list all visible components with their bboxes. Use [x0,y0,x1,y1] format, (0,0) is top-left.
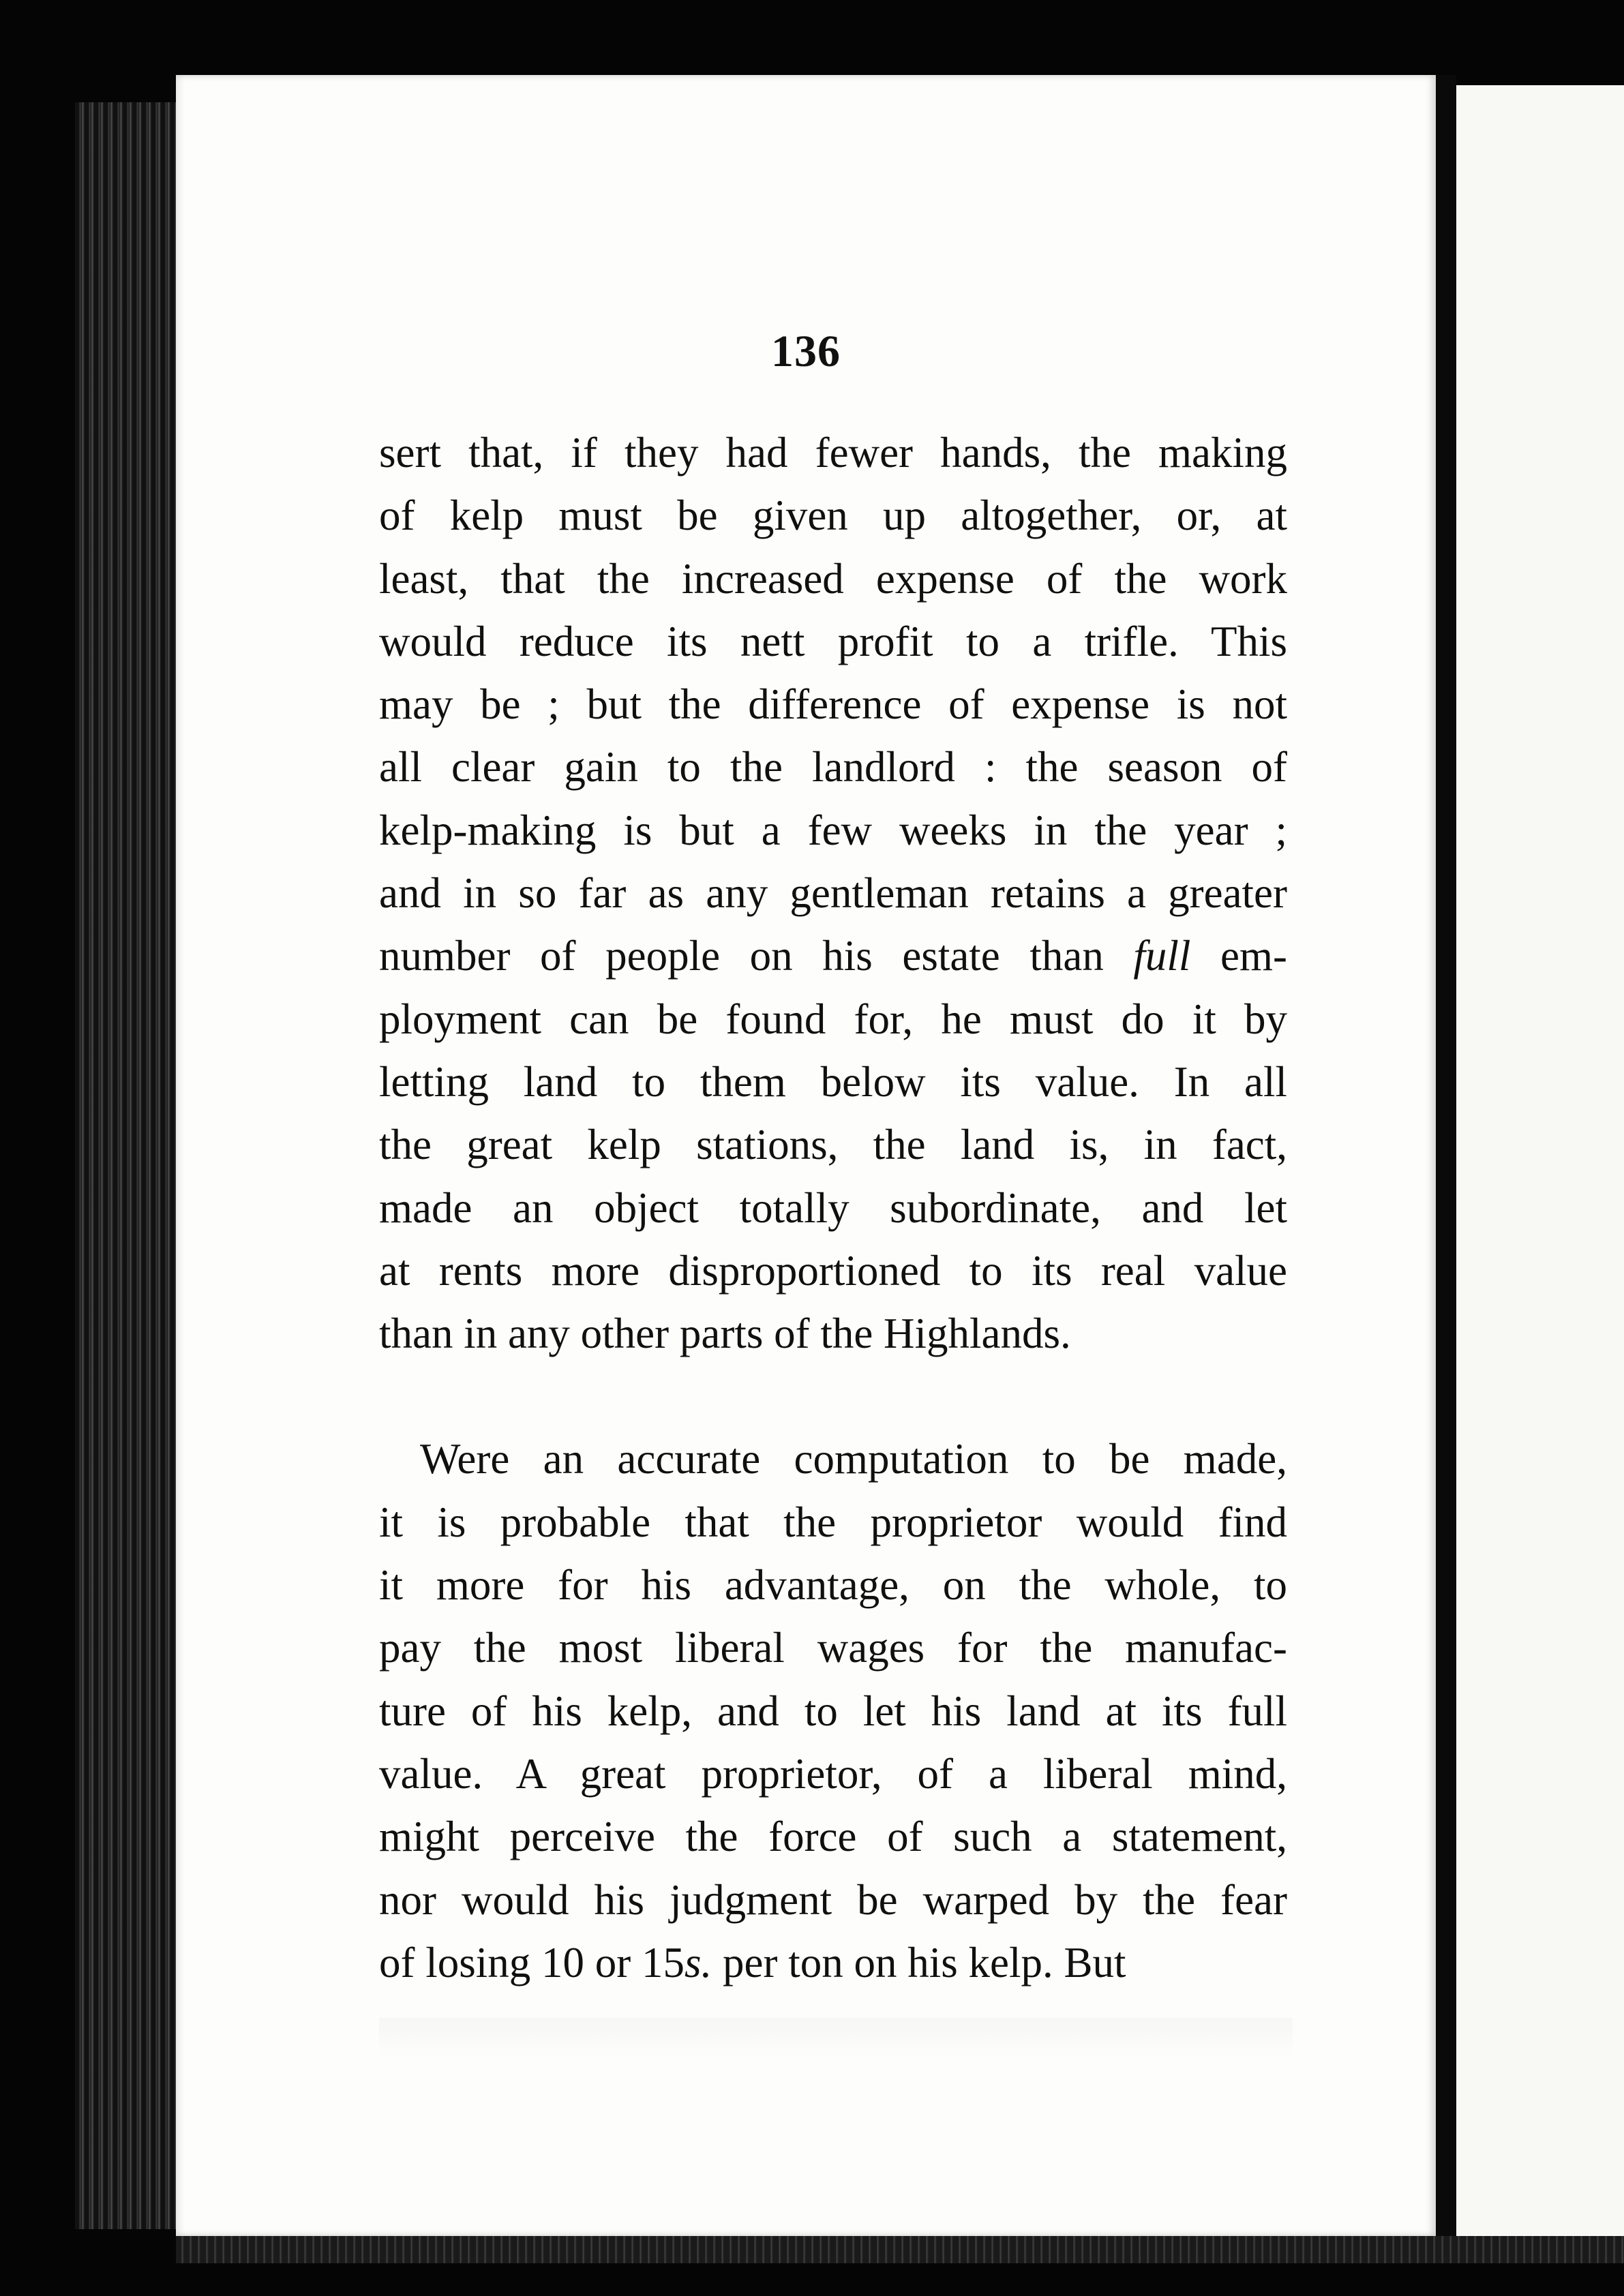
page-edges-left [75,102,177,2229]
paragraph [379,421,1287,1365]
text-line: sert that, if they had fewer hands, the making [379,429,1287,477]
text-line: might perceive the force of such a statement, [379,1813,1287,1861]
text-line: it more for his advantage, on the whole, to [379,1561,1287,1610]
text-line: than in any other parts of the Highlands. [379,1310,1071,1358]
text-line: at rents more disproportioned to its real value [379,1246,1287,1295]
text-line: all clear gain to the landlord : the season of [379,743,1287,791]
text-line: of kelp must be given up altogether, or, at [379,492,1287,540]
text-line: pay the most liberal wages for the manufac- [379,1624,1287,1672]
text-line: number of people on his estate than full em- [379,932,1287,980]
facing-page-edge [1456,85,1624,2239]
text-line: least, that the increased expense of the work [379,554,1287,603]
paragraph-gap [379,1365,1287,1428]
body-text [379,421,1287,1994]
book-gutter [1436,75,1456,2256]
text-line: nor would his judgment be warped by the fear [379,1875,1287,1924]
text-line: the great kelp stations, the land is, in fact, [379,1121,1287,1169]
text-line: it is probable that the proprietor would find [379,1498,1287,1546]
page-edges-bottom [176,2236,1624,2263]
text-line: kelp-making is but a few weeks in the year ; [379,806,1287,854]
page-number: 136 [771,327,841,376]
text-line: and in so far as any gentleman retains a greater [379,869,1287,918]
text-line: made an object totally subordinate, and let [379,1183,1287,1232]
text-line: value. A great proprietor, of a liberal mind, [379,1749,1287,1798]
text-line: may be ; but the difference of expense is not [379,680,1287,729]
text-line: ture of his kelp, and to let his land at its full [379,1687,1287,1735]
bleed-through [379,2018,1293,2059]
text-line: letting land to them below its value. In all [379,1057,1287,1106]
text-line: of losing 10 or 15s. per ton on his kelp. But [379,1938,1126,1987]
text-line: would reduce its nett profit to a trifle. This [379,617,1287,665]
text-line: Were an accurate computation to be made, [420,1435,1287,1483]
paragraph [379,1428,1287,1994]
book-page [176,75,1436,2236]
text-line: ployment can be found for, he must do it by [379,995,1287,1043]
